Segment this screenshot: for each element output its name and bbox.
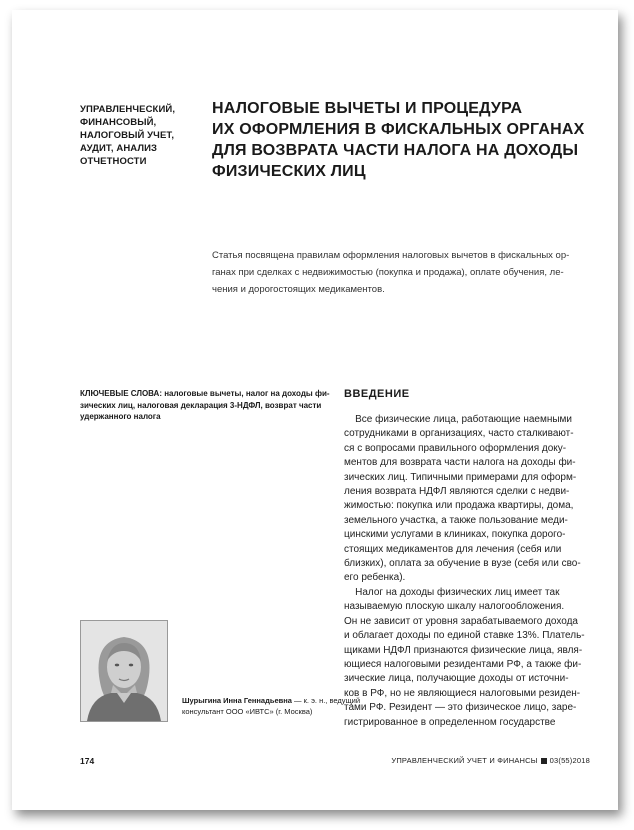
article-title bbox=[212, 98, 592, 182]
title-line: ДЛЯ ВОЗВРАТА ЧАСТИ НАЛОГА НА ДОХОДЫ bbox=[212, 142, 579, 159]
author-degree: — к. э. н., ведущий bbox=[291, 696, 361, 705]
body-line: ющиеся налоговыми резидентами РФ, а также фи- bbox=[344, 658, 582, 670]
journal-issue: 03(55)2018 bbox=[549, 756, 590, 765]
abstract-line: чения и дорогостоящих медикаментов. bbox=[212, 284, 385, 295]
author-photo bbox=[80, 620, 168, 722]
journal-page bbox=[12, 10, 618, 810]
article-body bbox=[344, 413, 594, 730]
article-abstract bbox=[212, 247, 592, 298]
body-line: тами РФ. Резидент — это физическое лицо, заре- bbox=[344, 702, 577, 714]
body-line: сотрудниками в организациях, часто сталкивают- bbox=[344, 428, 574, 440]
body-line: зических лиц. Типичными примерами для оформ- bbox=[344, 471, 577, 483]
author-portrait-image bbox=[81, 621, 167, 721]
body-line: ков в РФ, но не являющиеся налоговыми резиден- bbox=[344, 687, 581, 699]
section-tag bbox=[80, 103, 200, 168]
body-line: гистрированное в определенном государстве bbox=[344, 716, 556, 728]
page-number: 174 bbox=[80, 756, 95, 766]
body-line: Налог на доходы физических лиц имеет так bbox=[344, 586, 560, 598]
body-line: стоящих медикаментов для лечения (себя или bbox=[344, 543, 562, 555]
section-tag-line: ФИНАНСОВЫЙ, bbox=[80, 117, 157, 128]
body-line: зические лица, получающие доходы от источни- bbox=[344, 673, 569, 685]
author-info bbox=[182, 695, 361, 717]
body-line: щиками НДФЛ признаются физические лица, явля- bbox=[344, 644, 583, 656]
body-line: Он не зависит от уровня зарабатываемого дохода bbox=[344, 615, 578, 627]
title-line: ИХ ОФОРМЛЕНИЯ В ФИСКАЛЬНЫХ ОРГАНАХ bbox=[212, 121, 585, 138]
body-line: ся с вопросами правильного оформления доку- bbox=[344, 442, 567, 454]
section-tag-line: НАЛОГОВЫЙ УЧЕТ, bbox=[80, 130, 175, 141]
author-affiliation: консультант ООО «ИВТС» (г. Москва) bbox=[182, 707, 313, 716]
body-line: близких), оплата за обучение в вузе (себя или сво- bbox=[344, 558, 581, 570]
abstract-line: Статья посвящена правилам оформления налоговых вычетов в фискальных ор- bbox=[212, 250, 570, 261]
journal-footer bbox=[391, 756, 590, 765]
body-line: ления возврата НДФЛ являются сделки с недви- bbox=[344, 486, 570, 498]
author-line-1 bbox=[182, 695, 361, 706]
body-line: жимостью: покупка или продажа квартиры, дома, bbox=[344, 500, 574, 512]
body-line: называемую плоскую шкалу налогообложения. bbox=[344, 601, 565, 613]
keywords-line: удержанного налога bbox=[80, 412, 161, 421]
square-separator-icon bbox=[541, 758, 547, 764]
body-line: его ребенка). bbox=[344, 572, 406, 584]
abstract-line: ганах при сделках с недвижимостью (покупка и продажа), оплате обучения, ле- bbox=[212, 267, 564, 278]
body-line: Все физические лица, работающие наемными bbox=[344, 414, 573, 425]
title-line: НАЛОГОВЫЕ ВЫЧЕТЫ И ПРОЦЕДУРА bbox=[212, 100, 523, 117]
author-name: Шурыгина Инна Геннадьевна bbox=[182, 696, 292, 705]
keywords bbox=[80, 388, 330, 423]
body-line: цинскими услугами в клиниках, покупка дорого- bbox=[344, 529, 566, 541]
section-heading: ВВЕДЕНИЕ bbox=[344, 388, 410, 400]
title-line: ФИЗИЧЕСКИХ ЛИЦ bbox=[212, 163, 366, 180]
journal-name: УПРАВЛЕНЧЕСКИЙ УЧЕТ И ФИНАНСЫ bbox=[391, 756, 538, 765]
section-tag-line: ОТЧЕТНОСТИ bbox=[80, 156, 147, 167]
section-tag-line: АУДИТ, АНАЛИЗ bbox=[80, 143, 158, 154]
body-line: земельного участка, а также пользование меди- bbox=[344, 514, 568, 526]
section-tag-line: УПРАВЛЕНЧЕСКИЙ, bbox=[80, 104, 176, 115]
keywords-line: КЛЮЧЕВЫЕ СЛОВА: налоговые вычеты, налог на доходы фи- bbox=[80, 389, 330, 398]
body-line: ментов для возврата части налога на доходы фи- bbox=[344, 457, 576, 469]
keywords-line: зических лиц, налоговая декларация 3-НДФЛ, возврат части bbox=[80, 400, 322, 410]
body-line: и облагает доходы по единой ставке 13%. Платель- bbox=[344, 630, 585, 642]
